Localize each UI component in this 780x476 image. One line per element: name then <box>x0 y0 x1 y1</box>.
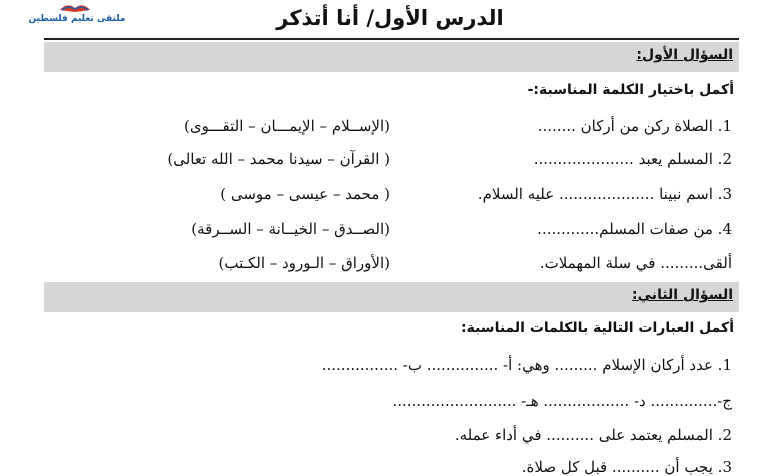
fill-line-2: ج-.............. د- .................. هـ- .......................... <box>392 392 732 410</box>
title-divider <box>44 38 739 40</box>
section2-heading: السؤال الثاني: <box>632 287 733 303</box>
logo-text: ملتقى تعليم فلسطين <box>28 14 126 24</box>
fill-line-1: 1. عدد أركان الإسلام ......... وهي: أ- ............... ب- ................ <box>321 356 732 374</box>
fill-line-3: 2. المسلم يعتمد على .......... في أداء عمله. <box>454 426 732 444</box>
section2-instruction: أكمل العبارات التالية بالكلمات المناسبة: <box>461 320 734 336</box>
question-3-text: 3. اسم نبينا .................... عليه السلام. <box>477 185 732 203</box>
section2-header-bar <box>44 282 739 312</box>
question-3-options: ( محمد – عيسى – موسى ) <box>220 185 390 203</box>
fill-line-4: 3. يجب أن .......... قبل كل صلاة. <box>521 458 732 476</box>
question-2-text: 2. المسلم يعبد ..................... <box>533 150 732 168</box>
lesson-title: الدرس الأول/ أنا أتذكر <box>276 6 504 30</box>
question-4-text: 4. من صفات المسلم............. <box>537 220 732 238</box>
question-1-options: (الإســلام – الإيمـــان – التقـــوى) <box>184 117 390 135</box>
question-1-text: 1. الصلاة ركن من أركان ........ <box>537 117 732 135</box>
question-2-options: ( القرآن – سيدنا محمد – الله تعالى) <box>167 150 390 168</box>
section1-header-bar <box>44 42 739 72</box>
question-4-options: (الصــدق – الخيــانة – الســرقة) <box>191 220 390 238</box>
section1-instruction: أكمل باختيار الكلمة المناسبة:- <box>527 82 734 98</box>
question-5-text: ألقى......... في سلة المهملات. <box>539 254 732 272</box>
question-5-options: (الأوراق – الـورود – الكـتب) <box>218 254 390 272</box>
section1-heading: السؤال الأول: <box>636 47 733 63</box>
